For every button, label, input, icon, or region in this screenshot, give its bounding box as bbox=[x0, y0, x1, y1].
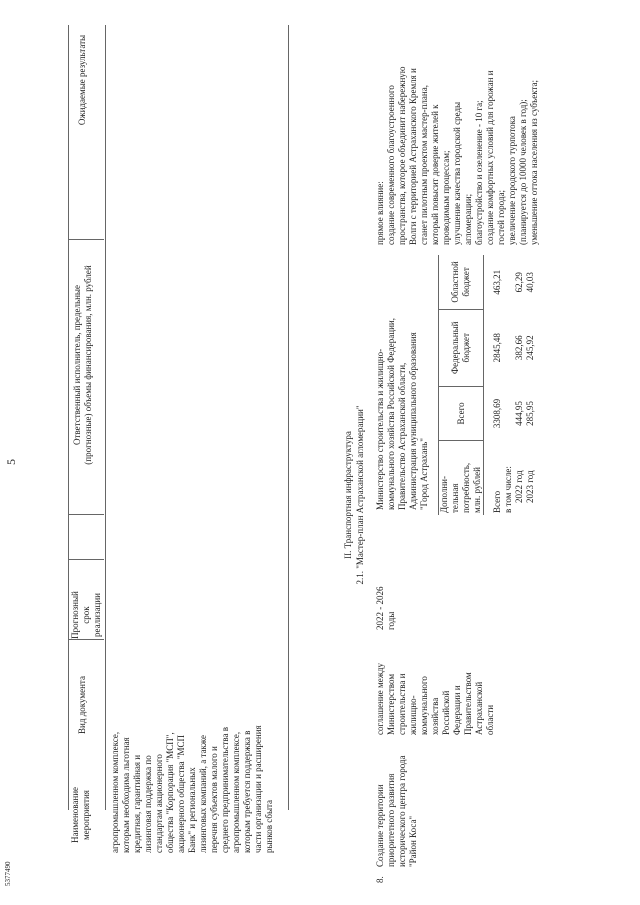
header-doc-type: Вид документа bbox=[77, 676, 87, 734]
header-divider bbox=[68, 514, 104, 515]
financing-row bbox=[514, 255, 525, 515]
row-doc-type: соглашение между Министерством строительства и жилищно- коммунального хозяйства Российской Федерации и Правительством Астраханской области bbox=[375, 662, 495, 735]
financing-federal: 382,66 bbox=[514, 335, 524, 361]
financing-label: 2023 год bbox=[525, 470, 535, 503]
financing-total: 444,95 bbox=[514, 401, 524, 426]
header-divider bbox=[68, 559, 104, 560]
financing-federal: 245,92 bbox=[525, 335, 535, 361]
document-id: 5377490 bbox=[4, 861, 12, 886]
financing-label: 2022 год bbox=[514, 470, 524, 503]
financing-row bbox=[484, 255, 515, 515]
financing-label: Всего в том числе: bbox=[492, 466, 513, 513]
subsection-title: 2.1. "Мастер-план Астраханской агломерации" bbox=[355, 405, 365, 585]
section-title: II. Транспортная инфраструктура bbox=[343, 431, 353, 559]
row-divider bbox=[288, 25, 289, 810]
financing-regional: 62,29 bbox=[514, 272, 524, 293]
header-results: Ожидаемые результаты bbox=[77, 34, 87, 126]
financing-header: Федеральный бюджет bbox=[439, 309, 484, 386]
header-divider bbox=[68, 639, 104, 640]
page-number: 5 bbox=[4, 459, 18, 465]
row-number: 8. bbox=[375, 876, 385, 883]
header-divider bbox=[68, 239, 104, 240]
financing-row bbox=[525, 255, 536, 515]
header-name: Наименование мероприятия bbox=[70, 786, 91, 844]
header-term: Прогнозный срок реализации bbox=[70, 591, 102, 639]
financing-header: Областной бюджет bbox=[450, 261, 471, 303]
row-term: 2022 - 2026 годы bbox=[375, 586, 396, 630]
financing-total: 3308,69 bbox=[492, 398, 502, 429]
header-executor: Ответственный исполнитель, предельные (прогнозные) объемы финансирования, млн. рублей bbox=[72, 265, 93, 465]
continued-cell-text: агропромышленном комплексе, которым необходима льготная кредитная, гарантийная и лизинговая поддержка по стандартам акционерного общества "Корпорация "МСП", акционерного общества "МСП Банк" и региональных лизинговых компаний, а также перечня субъектов малого и среднего предпринимательства в агропромышленном комплексе, которым требуется поддержка в части организации и расширения рынков сбыта bbox=[110, 725, 274, 853]
financing-header: Дополни- тельная потребность, млн. рублей bbox=[439, 441, 484, 515]
row-results: прямое влияние: создание современного благоустроенного пространства, которое объединит набережную Волги с территорией Астраханского Кремля и станет пилотным проектом мастер-плана, который повысит доверие жителей к проводимым процессам; улучшение качества городской среды агломерации; благоустройство и озеленение - 10 га; создание комфортных условий для горожан и гостей города; увеличение городского турпотока (планируется до 10000 человек в год); уменьшение оттока населения из субъекта; bbox=[375, 66, 539, 245]
row-name: Создание территории приоритетного развития исторического центра города "Район Коса" bbox=[375, 755, 418, 867]
financing-federal: 2845,48 bbox=[492, 333, 502, 363]
row-executor: Министерство строительства и жилищно- коммунального хозяйства Российской Федерации, Правительство Астраханской области, Администрация муниципального образования "Город Астрахань" bbox=[375, 318, 429, 510]
financing-regional: 463,21 bbox=[492, 269, 502, 295]
financing-regional: 40,03 bbox=[525, 272, 535, 293]
financing-header-row bbox=[439, 255, 484, 515]
financing-total: 285,95 bbox=[525, 401, 535, 426]
financing-header: Всего bbox=[439, 386, 484, 441]
financing-table bbox=[438, 255, 536, 515]
